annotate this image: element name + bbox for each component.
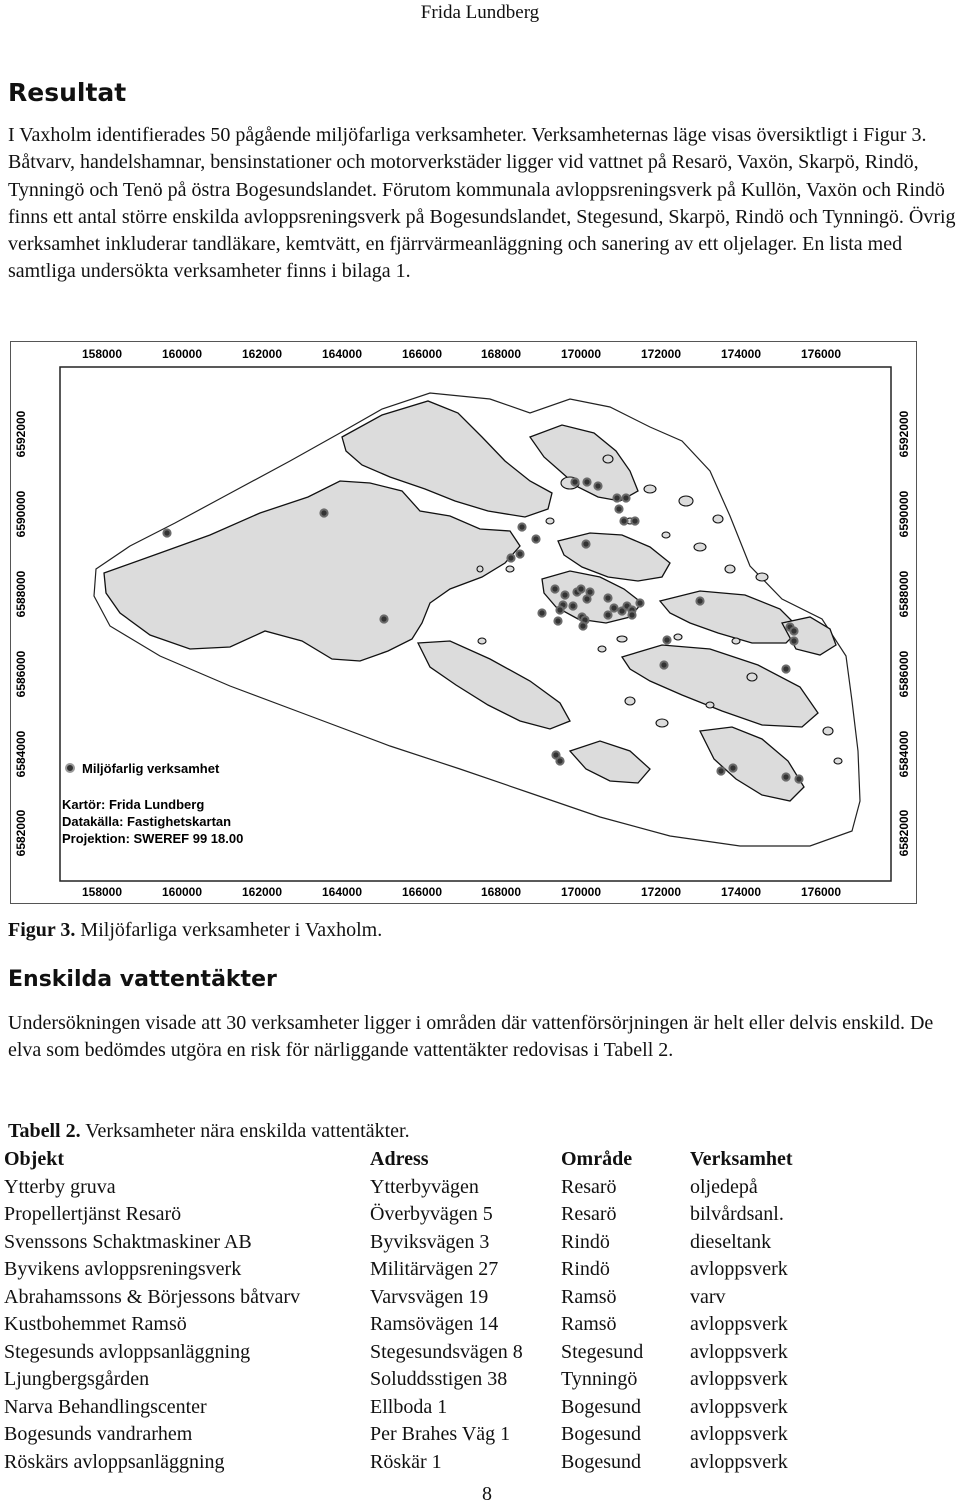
figure-caption bbox=[8, 919, 382, 942]
table-header-row bbox=[4, 1146, 840, 1174]
table-row bbox=[4, 1421, 840, 1449]
table-row bbox=[4, 1311, 840, 1339]
table-row bbox=[4, 1256, 840, 1284]
table-row bbox=[4, 1284, 840, 1312]
table-row bbox=[4, 1201, 840, 1229]
islet bbox=[644, 485, 656, 493]
header-verksamhet: Verksamhet bbox=[690, 1148, 793, 1171]
y-tick-left: 6592000 bbox=[14, 410, 28, 458]
islet bbox=[478, 638, 486, 644]
table-row bbox=[4, 1339, 840, 1367]
table-row bbox=[4, 1366, 840, 1394]
cell-verksamhet: avloppsverk bbox=[690, 1340, 788, 1363]
activity-marker bbox=[620, 517, 627, 524]
y-tick-left: 6586000 bbox=[14, 650, 28, 698]
x-tick-bottom: 176000 bbox=[800, 885, 842, 899]
resultat-paragraph: I Vaxholm identifierades 50 pågående miljöfarliga verksamheter. Verksamheternas läge visas översiktligt i Figur 3. Båtvarv, handelshamnar, bensinstationer och motorverkstäder ligger vid vattnet på Resarö, Vaxön, Skarpö, Rindö, Tynningö och Tenö på östra Bogesundslandet. Förutom kommunala avloppsreningsverk på Kullön, Vaxön och Rindö finns ett antal större enskilda avloppsreningsverk på Bogesundslandet, Stegesund, Skarpö, Rindö och Tynningö. Övrig verksamhet inkluderar tandläkare, kemtvätt, en fjärrvärmeanläggning och sanering av ett oljelager. En lista med samtliga undersökta verksamheter finns i bilaga 1. bbox=[8, 124, 956, 283]
x-tick-top: 172000 bbox=[640, 347, 682, 361]
y-tick-left: 6584000 bbox=[14, 730, 28, 778]
cell-verksamhet: avloppsverk bbox=[690, 1313, 788, 1336]
y-tick-right: 6590000 bbox=[897, 490, 911, 538]
y-tick-right: 6592000 bbox=[897, 410, 911, 458]
cell-adress: Ellboda 1 bbox=[370, 1395, 448, 1418]
cell-verksamhet: oljedepå bbox=[690, 1175, 758, 1198]
cell-omrade: Stegesund bbox=[561, 1340, 644, 1363]
activity-marker bbox=[538, 609, 545, 616]
activity-marker bbox=[782, 665, 789, 672]
islet bbox=[656, 719, 668, 727]
cell-objekt: Svenssons Schaktmaskiner AB bbox=[4, 1230, 252, 1253]
islet bbox=[732, 638, 740, 644]
cell-adress: Soluddsstigen 38 bbox=[370, 1368, 508, 1391]
activity-marker bbox=[729, 764, 736, 771]
activity-marker bbox=[615, 505, 622, 512]
cell-objekt: Narva Behandlingscenter bbox=[4, 1395, 207, 1418]
y-tick-left: 6590000 bbox=[14, 490, 28, 538]
table-caption bbox=[8, 1120, 410, 1143]
x-tick-top: 168000 bbox=[480, 347, 522, 361]
cell-omrade: Bogesund bbox=[561, 1423, 641, 1446]
credit-projection: Projektion: SWEREF 99 18.00 bbox=[62, 831, 244, 846]
islet bbox=[506, 566, 514, 572]
activity-marker bbox=[660, 661, 667, 668]
cell-omrade: Ramsö bbox=[561, 1285, 617, 1308]
islet bbox=[598, 646, 606, 652]
activity-marker bbox=[790, 637, 797, 644]
section-title-enskilda: Enskilda vattentäkter bbox=[8, 967, 277, 992]
x-tick-bottom: 166000 bbox=[401, 885, 443, 899]
activity-marker bbox=[631, 517, 638, 524]
cell-verksamhet: bilvårdsanl. bbox=[690, 1203, 784, 1226]
activity-marker bbox=[636, 599, 643, 606]
activity-marker bbox=[613, 494, 620, 501]
header-objekt: Objekt bbox=[4, 1148, 64, 1171]
activity-marker bbox=[696, 597, 703, 604]
cell-adress: Ytterbyvägen bbox=[370, 1175, 479, 1198]
activity-marker bbox=[604, 611, 611, 618]
cell-verksamhet: dieseltank bbox=[690, 1230, 772, 1253]
map-legend bbox=[66, 761, 220, 776]
x-tick-bottom: 168000 bbox=[480, 885, 522, 899]
activity-marker bbox=[320, 509, 327, 516]
cell-verksamhet: avloppsverk bbox=[690, 1395, 788, 1418]
cell-omrade: Tynningö bbox=[561, 1368, 638, 1391]
cell-adress: Ramsövägen 14 bbox=[370, 1313, 499, 1336]
table-row bbox=[4, 1229, 840, 1257]
y-tick-right: 6582000 bbox=[897, 809, 911, 857]
x-tick-bottom: 158000 bbox=[81, 885, 123, 899]
activity-marker bbox=[163, 529, 170, 536]
x-tick-top: 162000 bbox=[241, 347, 283, 361]
activity-marker bbox=[663, 636, 670, 643]
islet bbox=[756, 573, 768, 581]
cell-verksamhet: avloppsverk bbox=[690, 1258, 788, 1281]
x-tick-top: 176000 bbox=[800, 347, 842, 361]
islet bbox=[625, 697, 635, 705]
x-tick-bottom: 172000 bbox=[640, 885, 682, 899]
islet bbox=[617, 636, 627, 642]
map-figure bbox=[10, 341, 917, 904]
table-row bbox=[4, 1449, 840, 1477]
islet bbox=[713, 515, 723, 523]
legend-marker-icon bbox=[66, 764, 74, 772]
activity-marker bbox=[795, 775, 802, 782]
activity-marker bbox=[594, 482, 601, 489]
activity-marker bbox=[556, 757, 563, 764]
table-row bbox=[4, 1174, 840, 1202]
cell-adress: Varvsvägen 19 bbox=[370, 1285, 489, 1308]
page-number: 8 bbox=[482, 1483, 492, 1505]
activity-marker bbox=[569, 602, 576, 609]
credit-cartographer: Kartör: Frida Lundberg bbox=[62, 797, 205, 812]
activity-marker bbox=[782, 773, 789, 780]
cell-omrade: Rindö bbox=[561, 1230, 610, 1253]
x-tick-top: 170000 bbox=[560, 347, 602, 361]
cell-omrade: Bogesund bbox=[561, 1450, 641, 1473]
activity-marker bbox=[561, 591, 568, 598]
credit-datasource: Datakälla: Fastighetskartan bbox=[62, 814, 232, 829]
header-omrade: Område bbox=[561, 1148, 633, 1171]
cell-verksamhet: avloppsverk bbox=[690, 1368, 788, 1391]
activity-marker bbox=[790, 627, 797, 634]
y-tick-left: 6588000 bbox=[14, 570, 28, 618]
x-tick-bottom: 162000 bbox=[241, 885, 283, 899]
figure-caption-text: Miljöfarliga verksamheter i Vaxholm. bbox=[75, 919, 383, 941]
page-header-author: Frida Lundberg bbox=[420, 2, 540, 23]
section-title-resultat: Resultat bbox=[8, 78, 127, 107]
cell-adress: Militärvägen 27 bbox=[370, 1258, 499, 1281]
cell-omrade: Rindö bbox=[561, 1258, 610, 1281]
table-caption-label: Tabell 2. bbox=[8, 1120, 81, 1142]
activity-marker bbox=[380, 615, 387, 622]
islet bbox=[679, 496, 693, 506]
vaxholm-map bbox=[10, 341, 917, 904]
cell-adress: Stegesundsvägen 8 bbox=[370, 1340, 523, 1363]
enskilda-paragraph: Undersökningen visade att 30 verksamheter ligger i områden där vattenförsörjningen är helt eller delvis enskild. De elva som bedömdes utgöra en risk för närliggande vattentäkter redovisas i Tabell 2. bbox=[8, 1012, 934, 1062]
cell-objekt: Stegesunds avloppsanläggning bbox=[4, 1340, 251, 1363]
islet bbox=[834, 758, 842, 764]
cell-objekt: Kustbohemmet Ramsö bbox=[4, 1313, 187, 1336]
activity-marker bbox=[554, 617, 561, 624]
x-tick-top: 174000 bbox=[720, 347, 762, 361]
activity-marker bbox=[579, 622, 586, 629]
activity-marker bbox=[551, 585, 558, 592]
activities-table bbox=[4, 1146, 840, 1476]
cell-adress: Byviksvägen 3 bbox=[370, 1230, 490, 1253]
activity-marker bbox=[532, 535, 539, 542]
y-tick-left: 6582000 bbox=[14, 809, 28, 857]
activity-marker bbox=[507, 554, 514, 561]
islet bbox=[603, 455, 613, 463]
islet bbox=[706, 702, 714, 708]
activity-marker bbox=[518, 523, 525, 530]
activity-marker bbox=[571, 478, 578, 485]
cell-omrade: Resarö bbox=[561, 1203, 617, 1226]
activity-marker bbox=[582, 540, 589, 547]
cell-objekt: Ljungbergsgården bbox=[4, 1368, 150, 1391]
x-tick-top: 164000 bbox=[321, 347, 363, 361]
activity-marker bbox=[622, 494, 629, 501]
islet bbox=[725, 565, 735, 573]
activity-marker bbox=[628, 611, 635, 618]
cell-objekt: Röskärs avloppsanläggning bbox=[4, 1450, 225, 1473]
x-tick-bottom: 170000 bbox=[560, 885, 602, 899]
x-tick-bottom: 160000 bbox=[161, 885, 203, 899]
activity-marker bbox=[583, 478, 590, 485]
cell-objekt: Propellertjänst Resarö bbox=[4, 1203, 182, 1226]
y-tick-right: 6586000 bbox=[897, 650, 911, 698]
x-tick-bottom: 174000 bbox=[720, 885, 762, 899]
islet bbox=[546, 518, 554, 524]
islet bbox=[674, 634, 682, 640]
x-tick-top: 166000 bbox=[401, 347, 443, 361]
activity-marker bbox=[577, 585, 584, 592]
activity-marker bbox=[717, 767, 724, 774]
activity-marker bbox=[604, 594, 611, 601]
cell-adress: Överbyvägen 5 bbox=[370, 1203, 493, 1226]
islet bbox=[477, 566, 483, 572]
cell-adress: Per Brahes Väg 1 bbox=[370, 1423, 511, 1446]
islet bbox=[662, 532, 670, 538]
islet bbox=[747, 673, 757, 681]
table-row bbox=[4, 1394, 840, 1422]
x-tick-top: 158000 bbox=[81, 347, 123, 361]
cell-objekt: Ytterby gruva bbox=[4, 1175, 116, 1198]
cell-omrade: Bogesund bbox=[561, 1395, 641, 1418]
activity-marker bbox=[583, 595, 590, 602]
table-caption-text: Verksamheter nära enskilda vattentäkter. bbox=[80, 1120, 410, 1142]
x-tick-bottom: 164000 bbox=[321, 885, 363, 899]
cell-omrade: Resarö bbox=[561, 1175, 617, 1198]
cell-objekt: Abrahamssons & Börjessons båtvarv bbox=[4, 1285, 301, 1308]
y-tick-right: 6584000 bbox=[897, 730, 911, 778]
cell-verksamhet: avloppsverk bbox=[690, 1450, 788, 1473]
activity-marker bbox=[556, 606, 563, 613]
activity-marker bbox=[516, 550, 523, 557]
x-tick-top: 160000 bbox=[161, 347, 203, 361]
islet bbox=[823, 727, 833, 735]
legend-label: Miljöfarlig verksamhet bbox=[82, 761, 220, 776]
activity-marker bbox=[610, 604, 617, 611]
figure-caption-label: Figur 3. bbox=[8, 919, 76, 941]
cell-omrade: Ramsö bbox=[561, 1313, 617, 1336]
cell-objekt: Byvikens avloppsreningsverk bbox=[4, 1258, 242, 1281]
cell-verksamhet: varv bbox=[690, 1285, 726, 1308]
header-adress: Adress bbox=[370, 1148, 429, 1171]
y-tick-right: 6588000 bbox=[897, 570, 911, 618]
islet bbox=[694, 543, 706, 551]
cell-adress: Röskär 1 bbox=[370, 1450, 442, 1473]
cell-verksamhet: avloppsverk bbox=[690, 1423, 788, 1446]
cell-objekt: Bogesunds vandrarhem bbox=[4, 1423, 193, 1446]
